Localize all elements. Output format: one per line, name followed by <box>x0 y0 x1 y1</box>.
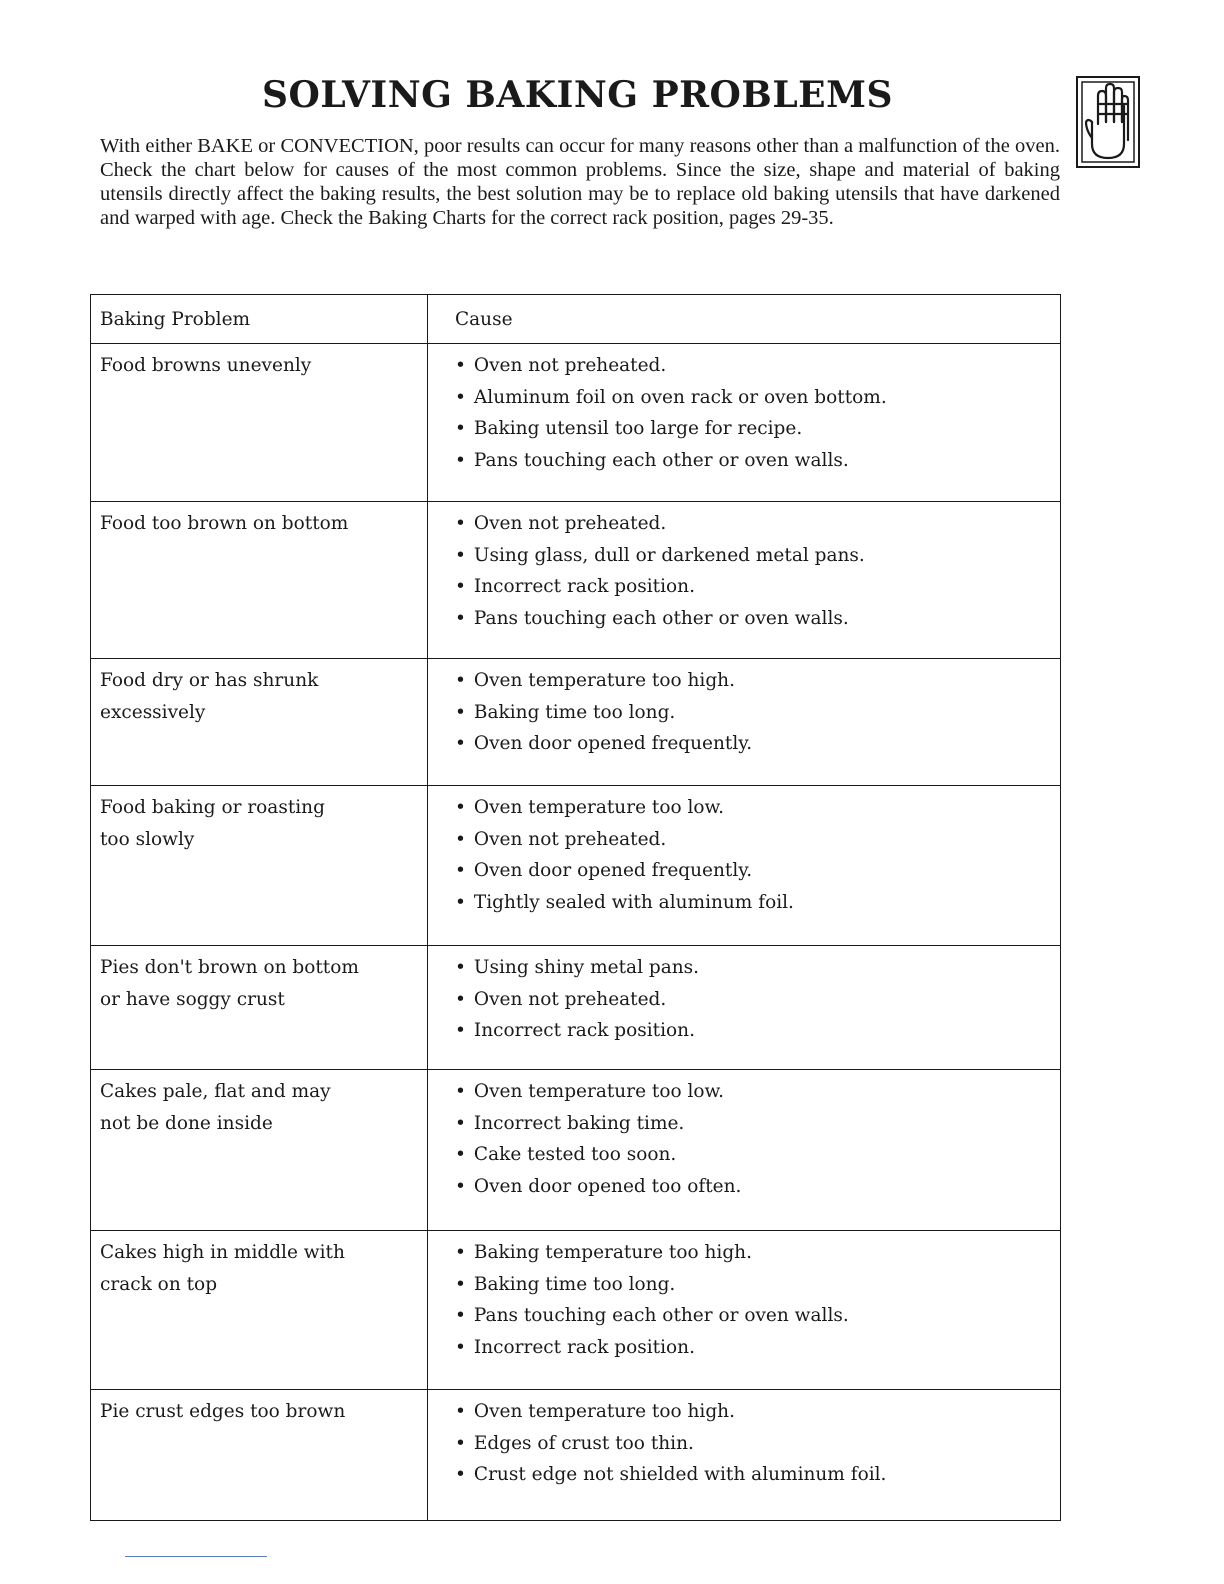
problem-text: Cakes pale, flat and may <box>100 1081 331 1102</box>
table-row <box>91 946 1061 1070</box>
table-header-row <box>91 295 1061 344</box>
problem-cell <box>91 344 428 502</box>
problem-text: Pies don't brown on bottom <box>100 957 359 978</box>
table-row <box>91 344 1061 502</box>
cause-list-item: • Oven not preheated. <box>455 824 1052 856</box>
problem-text: not be done inside <box>100 1112 273 1134</box>
cause-cell <box>428 946 1061 1070</box>
cause-list-item: • Oven temperature too high. <box>455 1396 1052 1428</box>
problem-text: Food browns unevenly <box>100 355 312 376</box>
column-header-cause: Cause <box>428 295 1061 344</box>
problem-text: Food dry or has shrunk <box>100 670 319 691</box>
cause-list-item: • Using shiny metal pans. <box>455 952 1052 984</box>
problem-text: too slowly <box>100 828 195 850</box>
problem-cell <box>91 1390 428 1521</box>
problem-text: excessively <box>100 701 206 723</box>
problem-text: Cakes high in middle with <box>100 1242 345 1263</box>
table-row <box>91 502 1061 659</box>
cause-list-item: • Pans touching each other or oven walls. <box>455 1300 1052 1332</box>
cause-list-item: • Tightly sealed with aluminum foil. <box>455 887 1052 919</box>
table-row <box>91 786 1061 946</box>
cause-list-item: • Incorrect rack position. <box>455 1015 1052 1047</box>
cause-list-item: • Aluminum foil on oven rack or oven bottom. <box>455 382 1052 414</box>
cause-list-item: • Oven door opened frequently. <box>455 855 1052 887</box>
problem-text: Pie crust edges too brown <box>100 1401 346 1422</box>
cause-list-item: • Oven temperature too low. <box>455 1076 1052 1108</box>
cause-cell <box>428 502 1061 659</box>
table-row <box>91 659 1061 786</box>
cause-list-item: • Baking time too long. <box>455 1269 1052 1301</box>
intro-paragraph: With either BAKE or CONVECTION, poor results can occur for many reasons other than a malfunction of the oven. Check the chart below for causes of the most common problems. Since the size, shape and material of baking utensils directly affect the baking results, the best solution may be to replace old baking utensils that have darkened and warped with age. Check the Baking Charts for the correct rack position, pages 29-35. <box>100 135 1060 229</box>
problem-cell <box>91 786 428 946</box>
table-row <box>91 1070 1061 1231</box>
cause-cell <box>428 1070 1061 1231</box>
cause-cell <box>428 1231 1061 1390</box>
cause-list-item: • Oven not preheated. <box>455 350 1052 382</box>
cause-list-item: • Oven not preheated. <box>455 508 1052 540</box>
column-header-problem: Baking Problem <box>91 295 428 344</box>
cause-cell <box>428 659 1061 786</box>
table-row <box>91 1231 1061 1390</box>
problem-text: Food too brown on bottom <box>100 513 349 534</box>
cause-cell <box>428 786 1061 946</box>
page-title: SOLVING BAKING PROBLEMS <box>262 74 893 116</box>
problem-cell <box>91 1070 428 1231</box>
problem-cell <box>91 502 428 659</box>
cause-list-item: • Oven door opened too often. <box>455 1171 1052 1203</box>
footer-rule <box>125 1556 267 1557</box>
cause-list-item: • Incorrect rack position. <box>455 571 1052 603</box>
raised-hand-stop-icon <box>1076 76 1140 168</box>
cause-list-item: • Oven temperature too low. <box>455 792 1052 824</box>
cause-list-item: • Oven not preheated. <box>455 984 1052 1016</box>
cause-list-item: • Pans touching each other or oven walls. <box>455 445 1052 477</box>
cause-list-item: • Oven door opened frequently. <box>455 728 1052 760</box>
cause-list-item: • Baking time too long. <box>455 697 1052 729</box>
cause-list-item: • Cake tested too soon. <box>455 1139 1052 1171</box>
problem-cell <box>91 1231 428 1390</box>
table-row <box>91 1390 1061 1521</box>
problem-cell <box>91 659 428 786</box>
problem-text: crack on top <box>100 1273 218 1295</box>
cause-cell <box>428 1390 1061 1521</box>
cause-list-item: • Pans touching each other or oven walls. <box>455 603 1052 635</box>
cause-list-item: • Crust edge not shielded with aluminum foil. <box>455 1459 1052 1491</box>
cause-cell <box>428 344 1061 502</box>
cause-list-item: • Oven temperature too high. <box>455 665 1052 697</box>
cause-list-item: • Edges of crust too thin. <box>455 1428 1052 1460</box>
problem-text: or have soggy crust <box>100 988 285 1010</box>
baking-problems-table <box>90 294 1061 1521</box>
cause-list-item: • Using glass, dull or darkened metal pans. <box>455 540 1052 572</box>
problem-text: Food baking or roasting <box>100 797 325 818</box>
cause-list-item: • Incorrect baking time. <box>455 1108 1052 1140</box>
cause-list-item: • Baking temperature too high. <box>455 1237 1052 1269</box>
cause-list-item: • Baking utensil too large for recipe. <box>455 413 1052 445</box>
cause-list-item: • Incorrect rack position. <box>455 1332 1052 1364</box>
problem-cell <box>91 946 428 1070</box>
